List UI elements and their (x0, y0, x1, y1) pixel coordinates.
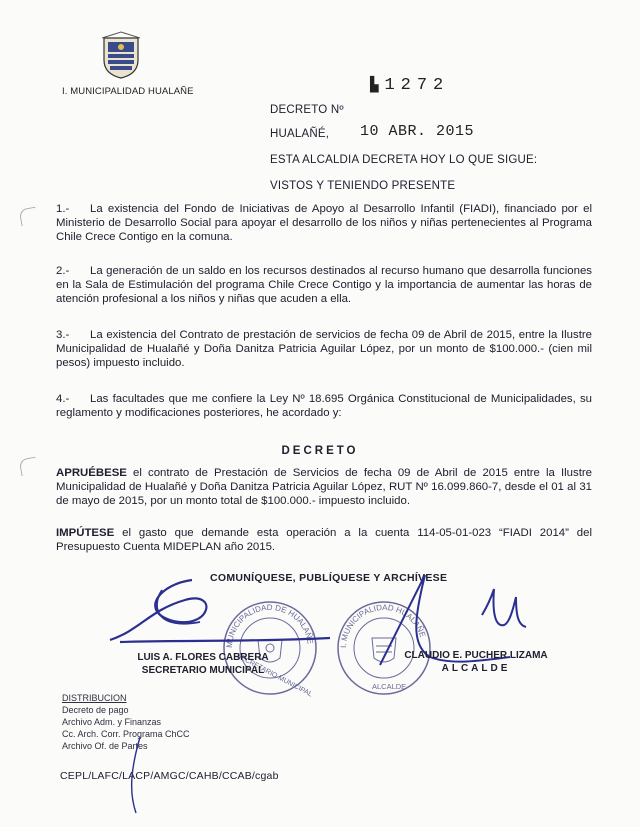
seal-ring-text: MUNICIPALIDAD DE HUALAÑE (224, 602, 315, 649)
signatory-title: ALCALDE (441, 663, 511, 674)
responsibility-initials: CEPL/LAFC/LACP/AMGC/CAHB/CCAB/cgab (60, 770, 279, 782)
resolution-text: el gasto que demande esta operación a la cuenta 114-05-01-023 “FIADI 2014” del Presupuesto Cuenta MIDEPLAN año 2015. (56, 527, 592, 554)
consideration-4 (56, 392, 592, 420)
distribution-item: Archivo Of. de Partes (62, 741, 148, 751)
consideration-number: 1.- (56, 203, 70, 215)
seal-ring-text: I. MUNICIPALIDAD HUALAÑE (338, 602, 428, 649)
closing-formula: COMUNÍQUESE, PUBLÍQUESE Y ARCHÍVESE (210, 572, 448, 584)
distribution-item: Cc. Arch. Corr. Programa ChCC (62, 729, 190, 739)
consideration-2 (56, 264, 592, 307)
municipality-name: I. MUNICIPALIDAD HUALAÑE (62, 86, 194, 97)
signatory-title: SECRETARIO MUNICIPAL (141, 665, 265, 676)
whereas-heading: VISTOS Y TENIENDO PRESENTE (270, 180, 456, 192)
distribution-item: Decreto de pago (62, 705, 129, 715)
resolution-text: el contrato de Prestación de Servicios de fecha 09 de Abril de 2015 entre la Ilustre Municipalidad de Hualañé y Doña Danitza Patricia Aguilar López, RUT Nº 16.099.860-7, desde el 01 al 31 de mayo de 2015, por un monto total de $100.000.- impuesto incluido. (56, 467, 592, 508)
consideration-3 (56, 328, 592, 371)
consideration-text: Las facultades que me confiere la Ley Nº 18.695 Orgánica Constitucional de Municipalidades, su reglamento y modificaciones posteriores, he acordado y: (56, 393, 592, 420)
decree-intro: ESTA ALCALDIA DECRETA HOY LO QUE SIGUE: (270, 154, 538, 166)
municipal-crest (98, 30, 144, 80)
seal-bottom-text: SECRETARIO MUNICIPAL (235, 652, 314, 699)
decree-number: 1272 (384, 76, 450, 95)
decree-label: DECRETO Nº (270, 104, 344, 116)
decree-number-stamp (370, 76, 449, 95)
consideration-text: La existencia del Fondo de Iniciativas de Apoyo al Desarrollo Infantil (FIADI), financiado por el Ministerio de Desarrollo Social para apoyar el desarrollo de los niños y niñas pertenecientes al Programa Chile Crece Contigo en la comuna. (56, 203, 592, 244)
resolution-impute (56, 526, 592, 554)
signatory-name: CLAUDIO E. PUCHER LIZAMA (404, 650, 548, 661)
date-stamp: 10 ABR. 2015 (360, 123, 475, 140)
consideration-text: La generación de un saldo en los recursos destinados al recurso humano que desarrolla funciones en la Sala de Estimulación del programa Chile Crece Contigo y la importancia de aumentar las horas de atención profesional a los niños y niñas que acuden a ella. (56, 265, 592, 306)
consideration-number: 3.- (56, 329, 70, 341)
consideration-1 (56, 202, 592, 245)
consideration-number: 2.- (56, 265, 70, 277)
decree-title: DECRETO (281, 445, 359, 457)
consideration-text: La existencia del Contrato de prestación de servicios de fecha 09 de Abril de 2015, entre la Ilustre Municipalidad de Hualañé y Doña Danitza Patricia Aguilar López, por un monto de $100.000.- (cien mil pesos) impuesto incluido. (56, 329, 592, 370)
mayor-signatory (386, 649, 566, 675)
resolution-approve (56, 466, 592, 509)
resolution-keyword: IMPÚTESE (56, 527, 115, 539)
punch-hole-mark (19, 207, 39, 227)
place-label: HUALAÑÉ, (270, 128, 330, 140)
secretary-signatory (118, 651, 288, 677)
punch-hole-mark (19, 457, 39, 477)
resolution-keyword: APRUÉBESE (56, 467, 127, 479)
initials-pen-mark (118, 735, 158, 815)
distribution-item: Archivo Adm. y Finanzas (62, 717, 162, 727)
seal-bottom-text: ALCALDE (372, 682, 407, 691)
consideration-number: 4.- (56, 393, 70, 405)
stamp-mark-icon: ▙ (370, 78, 379, 94)
signatory-name: LUIS A. FLORES CABRERA (137, 652, 269, 663)
distribution-heading: DISTRIBUCION (62, 693, 127, 703)
